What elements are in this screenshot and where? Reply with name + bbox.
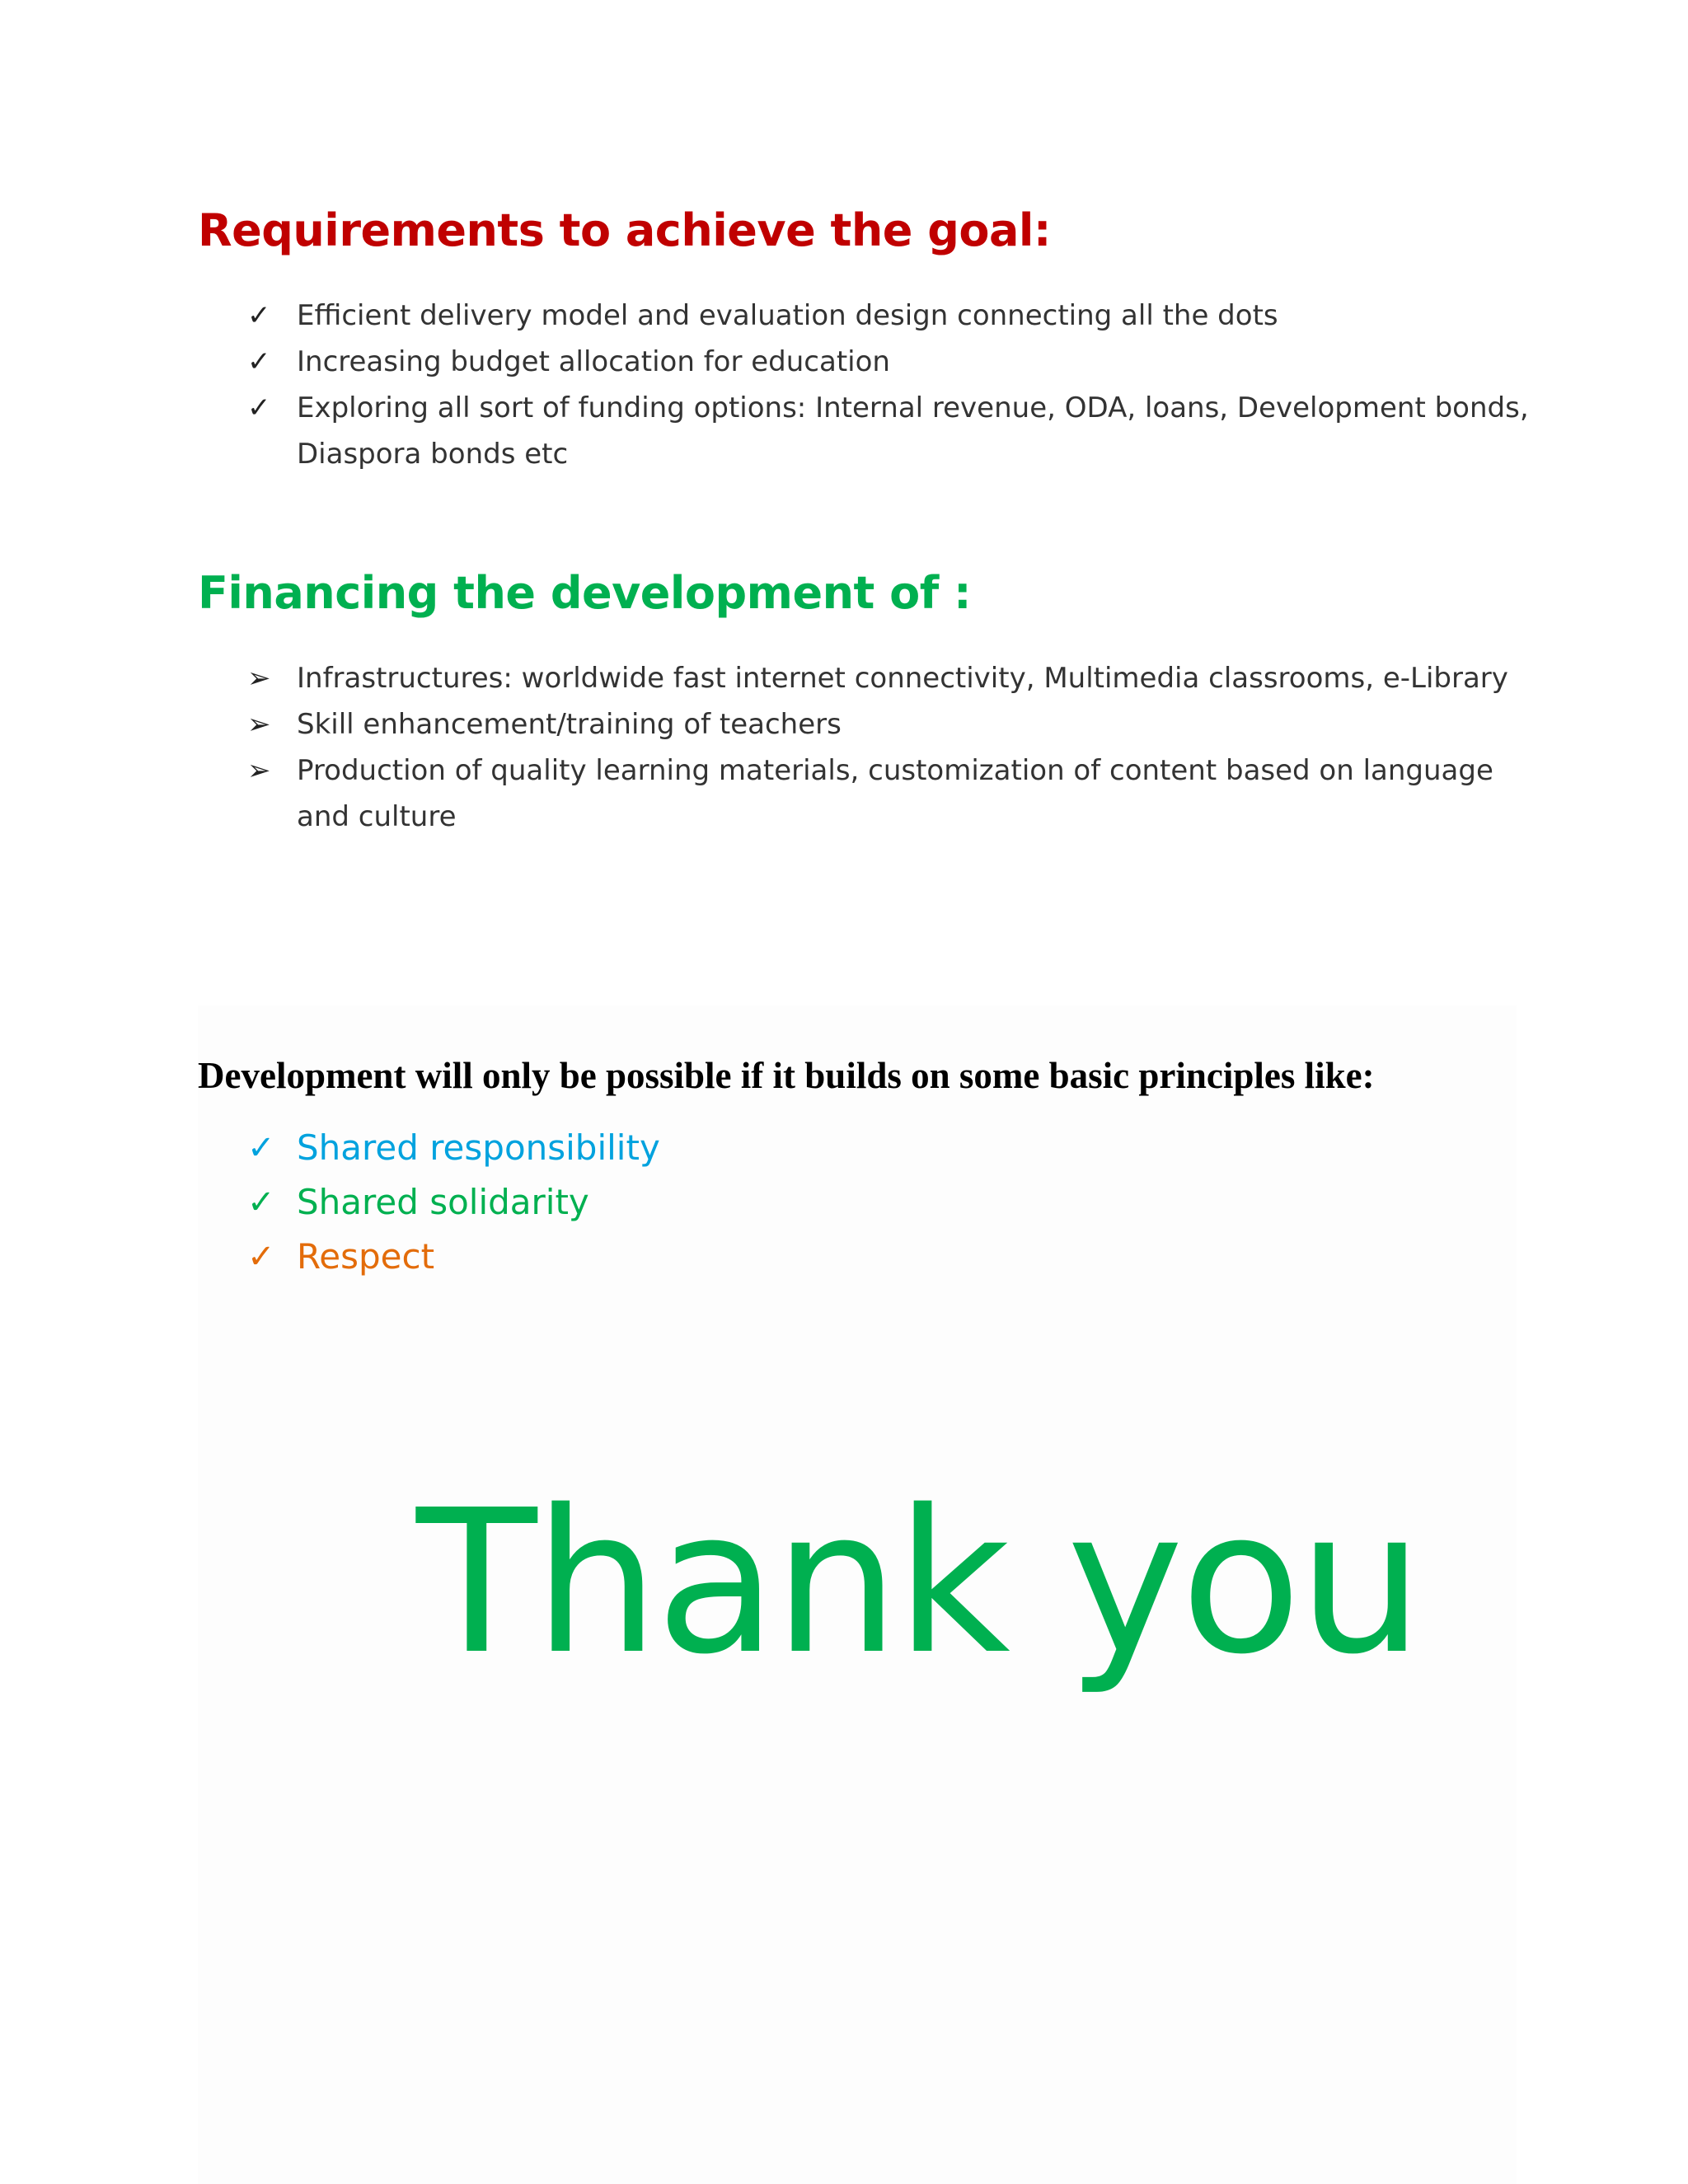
list-item xyxy=(198,385,1533,477)
list-item xyxy=(198,655,1533,701)
list-item-text: Exploring all sort of funding options: Internal revenue, ODA, loans, Development bonds, Diaspora bonds etc xyxy=(297,391,1529,471)
list-item xyxy=(198,701,1533,748)
checkmark-icon: ✓ xyxy=(247,391,271,424)
list-item xyxy=(198,1175,1533,1230)
thank-you-text: Thank you xyxy=(416,1467,1421,1698)
arrowhead-icon: ➢ xyxy=(247,662,271,695)
arrowhead-icon: ➢ xyxy=(247,754,271,787)
list-item xyxy=(198,1121,1533,1175)
list-item xyxy=(198,293,1533,339)
financing-list xyxy=(198,655,1533,840)
checkmark-icon: ✓ xyxy=(247,1238,275,1276)
principle-text: Shared responsibility xyxy=(297,1127,660,1168)
list-item-text: Production of quality learning materials, customization of content based on language and culture xyxy=(297,754,1493,833)
principles-heading: Development will only be possible if it builds on some basic principles like: xyxy=(198,1055,1375,1096)
list-item xyxy=(198,339,1533,385)
list-item-text: Infrastructures: worldwide fast internet connectivity, Multimedia classrooms, e-Library xyxy=(297,662,1508,695)
arrowhead-icon: ➢ xyxy=(247,708,271,741)
checkmark-icon: ✓ xyxy=(247,1129,275,1167)
list-item-text: Increasing budget allocation for education xyxy=(297,345,890,378)
list-item xyxy=(198,1230,1533,1284)
principles-list xyxy=(198,1121,1533,1284)
list-item xyxy=(198,748,1533,840)
checkmark-icon: ✓ xyxy=(247,299,271,332)
list-item-text: Efficient delivery model and evaluation design connecting all the dots xyxy=(297,299,1278,332)
list-item-text: Skill enhancement/training of teachers xyxy=(297,708,842,741)
financing-section xyxy=(198,565,1533,840)
checkmark-icon: ✓ xyxy=(247,1183,275,1221)
requirements-heading: Requirements to achieve the goal: xyxy=(198,204,1051,256)
requirements-section xyxy=(198,202,1533,477)
financing-heading: Financing the development of : xyxy=(198,567,972,619)
checkmark-icon: ✓ xyxy=(247,345,271,378)
principle-text: Shared solidarity xyxy=(297,1182,589,1222)
requirements-list xyxy=(198,293,1533,477)
principle-text: Respect xyxy=(297,1236,435,1277)
principles-section xyxy=(198,1051,1533,1284)
